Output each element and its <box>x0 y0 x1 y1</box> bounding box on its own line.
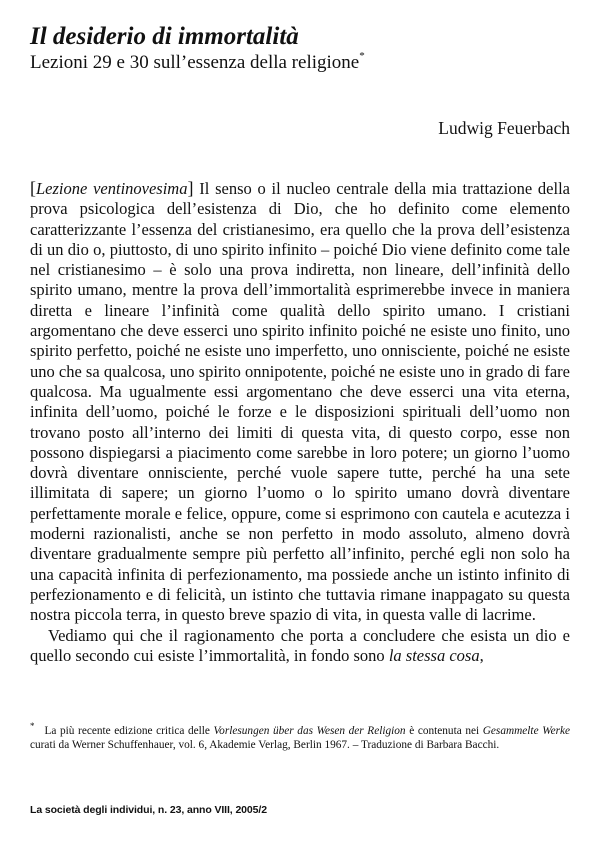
paragraph-2-emphasis: la stessa cosa <box>388 645 480 665</box>
footnote <box>30 721 571 752</box>
footnote-work-title: Vorlesungen über das Wesen der Religion <box>213 725 406 737</box>
paragraph-1-text: Il senso o il nucleo centrale della mia trattazione della prova psicologica dell’esistenza di Dio, che ho definito come elemento caratterizzante l’essenza del cristianesimo, era quello che la prova dell’esistenza di un dio o, piuttosto, di uno spirito infinito – poiché Dio viene definito come tale nel cristianesimo – è solo una prova indiretta, non lineare, dell’infinità dello spirito umano, mentre la prova dell’immortalità esprimerebbe invece in maniera diretta e lineare l’infinità come qualità dello spirito umano. I cristiani argomentano che deve esserci uno spirito infinito poiché ne esiste uno finito, uno spirito perfetto, poiché ne esiste uno imperfetto, uno onnisciente, poiché ne esiste uno che sa qualcosa, uno spirito onnipotente, poiché ne esiste uno in grado di fare qualcosa. Ma ugualmente essi argomentano che deve esserci una vita eterna, infinita dell’uomo, poiché le forze e le disposizioni spirituali dell’uomo non trovano posto all’interno dei limiti di questa vita, di questo corpo, esse non possono dispiegarsi a piacimento come sarebbe in loro potere; un giorno l’uomo dovrà diventare onnisciente, perché vuole sapere tutte, perché ha una sete illimitata di sapere; un giorno l’uomo o lo spirito umano dovrà diventare perfettamente morale e felice, oppure, come si esprimono con cautela e acutezza i moderni razionalisti, anche se non perfetto in modo assoluto, almeno dovrà diventare gradualmente sempre più perfetto all’infinito, perché egli non solo ha una capacità infinita di perfezionamento, ma possiede anche un istinto infinito di perfezionamento e di felicità, un istinto che tuttavia rimane inappagato su questa nostra piccola terra, in questo breve spazio di vita, in questa valle di lacrime. <box>30 179 570 625</box>
subtitle-text: Lezioni 29 e 30 sull’essenza della religione <box>30 52 360 73</box>
article-title: Il desiderio di immortalità <box>30 23 299 50</box>
footnote-mark: * <box>30 721 35 732</box>
subtitle-footnote-mark[interactable]: * <box>359 49 365 62</box>
footnote-text-a: La più recente edizione critica delle <box>44 725 214 737</box>
paragraph-2-tail: , <box>479 645 484 665</box>
paragraph-2 <box>30 626 570 667</box>
close-bracket: ] <box>187 178 194 198</box>
journal-footer: La società degli individui, n. 23, anno VIII, 2005/2 <box>30 804 267 816</box>
paragraph-2-text: Vediamo qui che il ragionamento che porta a concludere che esista un dio e quello secondo cui esiste l’immortalità, in fondo sono <box>30 625 570 665</box>
author-name: Ludwig Feuerbach <box>438 118 570 138</box>
article-subtitle <box>30 51 365 75</box>
article-body <box>30 178 570 666</box>
paragraph-1 <box>30 178 570 626</box>
footnote-collection: Gesammelte Werke <box>482 725 571 737</box>
footnote-text-c: curati da Werner Schuffenhauer, vol. 6, Akademie Verlag, Berlin 1967. – Traduzione di Barbara Bacchi. <box>30 738 500 751</box>
footnote-text-b: è contenuta nei <box>405 725 483 737</box>
lecture-label: Lezione ventinovesima <box>36 179 188 198</box>
open-bracket: [ <box>30 178 36 198</box>
